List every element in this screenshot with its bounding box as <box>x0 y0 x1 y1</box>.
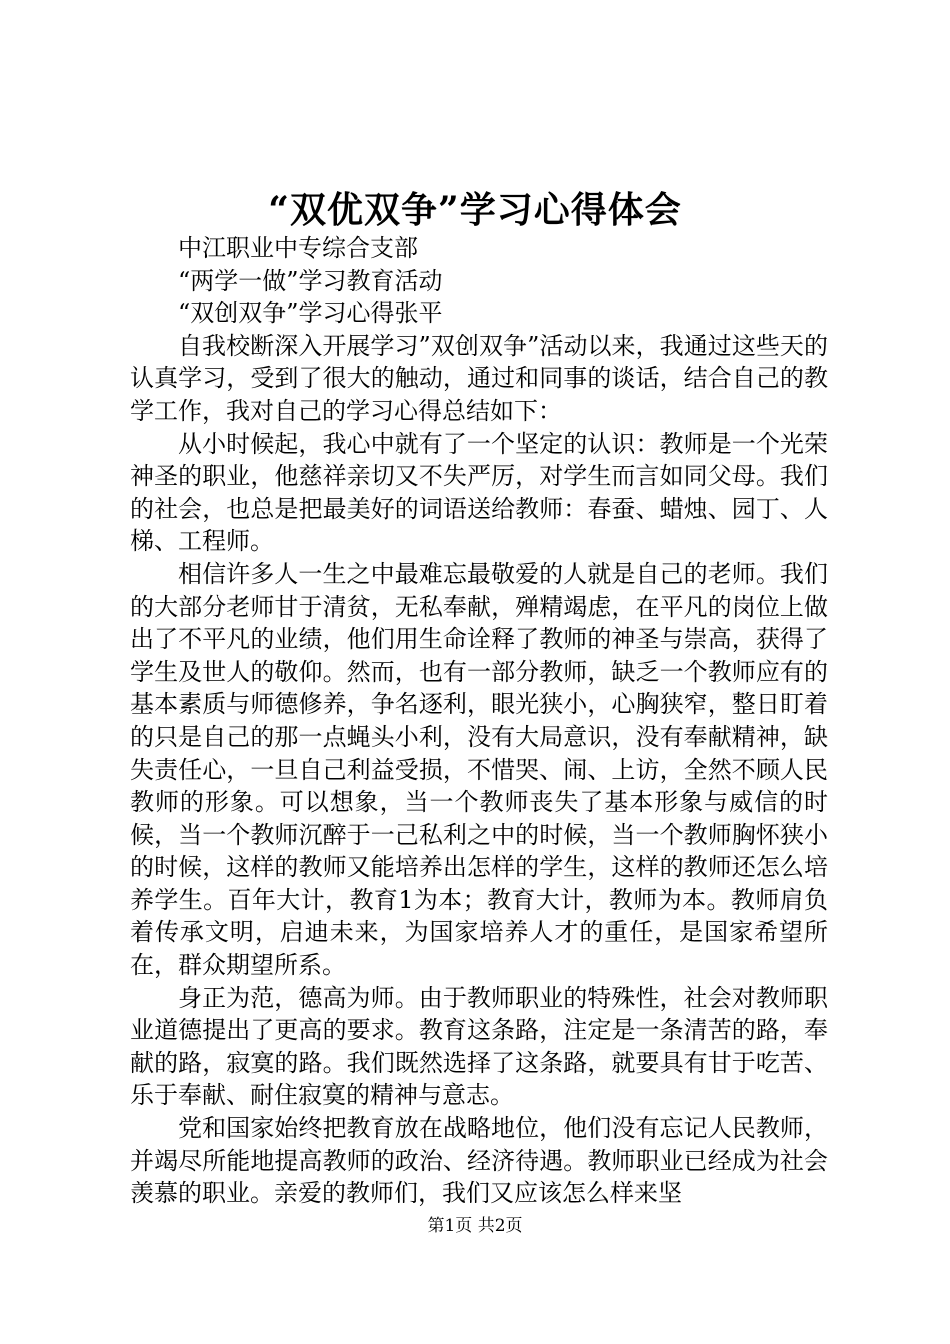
paragraph-nation: 党和国家始终把教育放在战略地位，他们没有忘记人民教师，并竭尽所能地提高教师的政治、经济待遇。教师职业已经成为社会羡慕的职业。亲爱的教师们，我们又应该怎么样来坚 <box>130 1114 828 1208</box>
paragraph-intro: 自我校断深入开展学习”双创双争”活动以来，我通过这些天的认真学习，受到了很大的触动，通过和同事的谈话，结合自己的教学工作，我对自己的学习心得总结如下： <box>130 331 828 425</box>
page-number: 第1页 共2页 <box>427 1216 523 1236</box>
paragraph-org: 中江职业中专综合支部 <box>178 234 418 262</box>
paragraph-activity: “两学一做”学习教育活动 <box>178 266 443 295</box>
paragraph-teachers: 相信许多人一生之中最难忘最敬爱的人就是自己的老师。我们的大部分老师甘于清贫，无私奉献，殚精竭虑，在平凡的岗位上做出了不平凡的业绩，他们用生命诠释了教师的神圣与崇高，获得了学生及世人的敬仰。然而，也有一部分教师，缺乏一个教师应有的基本素质与师德修养，争名逐利，眼光狭小，心胸狭窄，整日盯着的只是自己的那一点蝇头小利，没有大局意识，没有奉献精神，缺失责任心，一旦自己利益受损，不惜哭、闹、上访，全然不顾人民教师的形象。可以想象，当一个教师丧失了基本形象与威信的时候，当一个教师沉醉于一己私利之中的时候，当一个教师胸怀狭小的时候，这样的教师又能培养出怎样的学生，这样的教师还怎么培养学生。百年大计，教育1为本；教育大计，教师为本。教师肩负着传承文明，启迪未来，为国家培养人才的重任，是国家希望所在，群众期望所系。 <box>130 559 828 980</box>
paragraph-childhood: 从小时候起，我心中就有了一个坚定的认识：教师是一个光荣神圣的职业，他慈祥亲切又不失严厉，对学生而言如同父母。我们的社会，也总是把最美好的词语送给教师：春蚕、蜡烛、园丁、人梯、工程师。 <box>130 429 828 556</box>
document-body <box>130 232 828 1210</box>
paragraph-ethics: 身正为范，德高为师。由于教师职业的特殊性，社会对教师职业道德提出了更高的要求。教育这条路，注定是一条清苦的路，奉献的路，寂寞的路。我们既然选择了这条路，就要具有甘于吃苦、乐于奉献、耐住寂寞的精神与意志。 <box>130 983 828 1110</box>
page-title: “双优双争”学习心得体会 <box>268 189 682 231</box>
paragraph-subtitle: “双创双争”学习心得张平 <box>178 299 443 328</box>
